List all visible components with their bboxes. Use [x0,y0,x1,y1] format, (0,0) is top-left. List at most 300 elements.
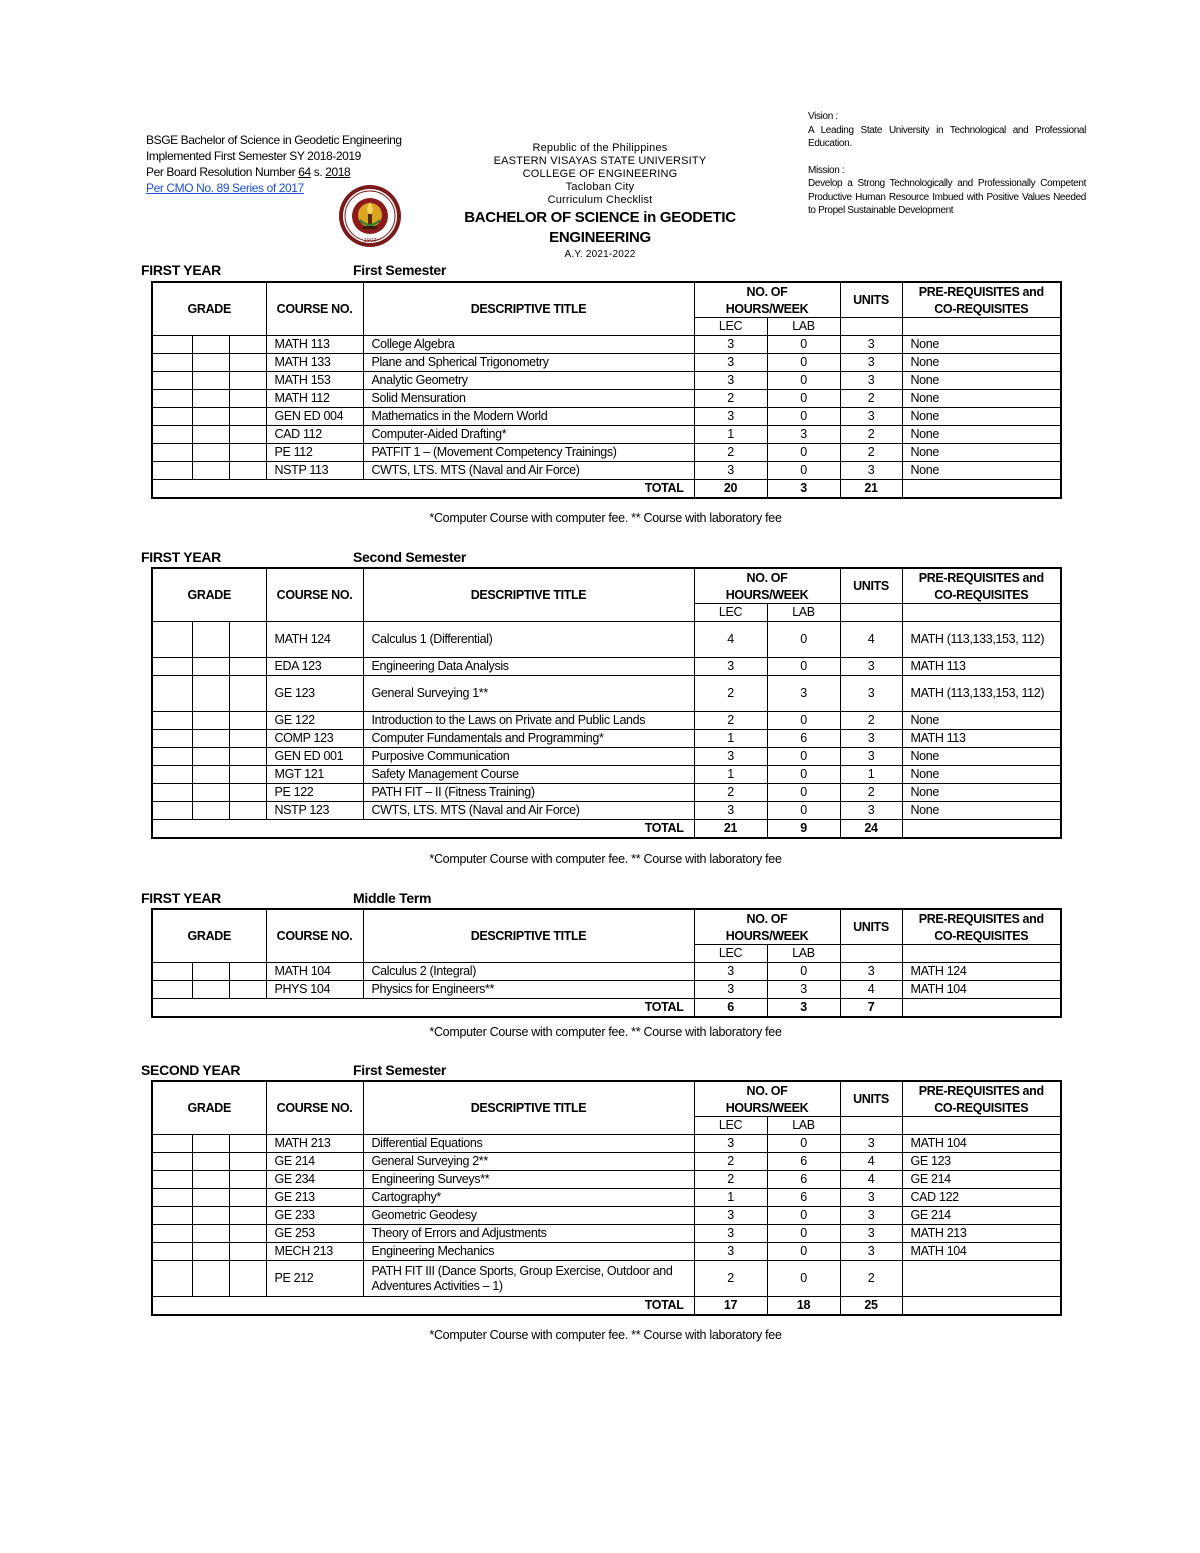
prereq-header-line1: PRE-REQUISITES and [918,1084,1044,1098]
course-row [152,336,1061,354]
section-title-4 [141,1062,447,1078]
course-row [152,1243,1061,1261]
units-value: 2 [840,784,902,802]
prereq-value: MATH 124 [902,963,1061,981]
total-lec: 17 [694,1297,767,1316]
course-row [152,1153,1061,1171]
grade-cell-3[interactable] [229,658,266,676]
prereq-value: MATH 113 [902,658,1061,676]
total-label: TOTAL [152,480,694,499]
grade-cell-1[interactable] [152,426,192,444]
lab-hours: 0 [767,1207,840,1225]
grade-cell-1[interactable] [152,981,192,999]
units-sub-header [840,318,902,336]
prereq-value: None [902,802,1061,820]
grade-cell-2[interactable] [192,963,229,981]
grade-cell-1[interactable] [152,712,192,730]
lab-hours: 0 [767,444,840,462]
grade-cell-3[interactable] [229,981,266,999]
course-no-header-text: COURSE NO. [276,588,353,602]
total-row [152,999,1061,1018]
units-value: 4 [840,1171,902,1189]
total-prereq-empty [902,480,1061,499]
grade-cell-1[interactable] [152,336,192,354]
grade-cell-3[interactable] [229,802,266,820]
board-resolution-line [146,164,402,180]
grade-cell-1[interactable] [152,1243,192,1261]
grade-cell-1[interactable] [152,730,192,748]
prereq-value: None [902,354,1061,372]
hours-header-line1: NO. OF [746,571,788,585]
lec-hours: 1 [694,426,767,444]
grade-cell-2[interactable] [192,784,229,802]
lab-hours: 6 [767,1189,840,1207]
total-row [152,1297,1061,1316]
course-title: Purposive Communication [363,748,694,766]
grade-cell-2[interactable] [192,390,229,408]
total-row [152,820,1061,839]
grade-cell-3[interactable] [229,963,266,981]
academic-year: A.Y. 2021-2022 [564,249,636,260]
board-mid: s. [310,165,326,179]
course-code: MATH 213 [266,1135,363,1153]
lab-hours: 0 [767,963,840,981]
grade-cell-1[interactable] [152,1171,192,1189]
units-value: 2 [840,444,902,462]
lec-hours: 3 [694,802,767,820]
total-units: 24 [840,820,902,839]
total-prereq-empty [902,820,1061,839]
units-value: 3 [840,1189,902,1207]
prereq-value: MATH 104 [902,1243,1061,1261]
course-no-header-text: COURSE NO. [276,1101,353,1115]
curriculum-table-2 [151,567,1062,839]
lec-header: LEC [694,945,767,963]
year-label: FIRST YEAR [141,549,221,565]
total-lec: 6 [694,999,767,1018]
course-row [152,730,1061,748]
lab-hours: 0 [767,712,840,730]
course-code: MATH 124 [266,622,363,658]
grade-cell-3[interactable] [229,444,266,462]
grade-cell-1[interactable] [152,658,192,676]
prereq-value: GE 214 [902,1207,1061,1225]
lec-hours: 3 [694,1207,767,1225]
grade-cell-1[interactable] [152,354,192,372]
course-row [152,1261,1061,1297]
course-row [152,1189,1061,1207]
grade-cell-3[interactable] [229,408,266,426]
prereq-header-line1: PRE-REQUISITES and [918,912,1044,926]
lec-hours: 3 [694,1225,767,1243]
mission-label: Mission : [808,164,845,176]
prereq-sub-header [902,318,1061,336]
course-title: Introduction to the Laws on Private and Public Lands [363,712,694,730]
course-code: GE 253 [266,1225,363,1243]
course-title: Theory of Errors and Adjustments [363,1225,694,1243]
grade-cell-2[interactable] [192,426,229,444]
prereq-value: None [902,766,1061,784]
grade-cell-1[interactable] [152,372,192,390]
units-value: 2 [840,1261,902,1297]
prereq-header-line2: CO-REQUISITES [934,302,1029,316]
grade-cell-2[interactable] [192,766,229,784]
grade-cell-2[interactable] [192,676,229,712]
course-row [152,712,1061,730]
grade-cell-1[interactable] [152,963,192,981]
lec-hours: 4 [694,622,767,658]
implemented-line: Implemented First Semester SY 2018-2019 [146,149,361,163]
course-title: Computer-Aided Drafting* [363,426,694,444]
vision-mission [808,110,1086,218]
course-code: GE 234 [266,1171,363,1189]
grade-cell-1[interactable] [152,1135,192,1153]
course-code: EDA 123 [266,658,363,676]
hours-header [694,568,840,604]
curriculum-table-1 [151,281,1062,499]
grade-cell-1[interactable] [152,748,192,766]
prereq-header-line2: CO-REQUISITES [934,929,1029,943]
grade-cell-2[interactable] [192,1135,229,1153]
course-title: Physics for Engineers** [363,981,694,999]
prereq-value: MATH 113 [902,730,1061,748]
prereq-value: None [902,390,1061,408]
units-header: UNITS [840,568,902,604]
grade-cell-3[interactable] [229,1153,266,1171]
grade-cell-2[interactable] [192,1153,229,1171]
lab-header: LAB [767,1117,840,1135]
lec-hours: 3 [694,748,767,766]
grade-cell-1[interactable] [152,462,192,480]
course-code: GE 233 [266,1207,363,1225]
course-row [152,354,1061,372]
board-number: 64 [298,165,311,179]
prereq-value: None [902,426,1061,444]
hours-header-line2: HOURS/WEEK [725,588,809,602]
lec-hours: 1 [694,730,767,748]
prereq-value: None [902,408,1061,426]
prereq-sub-header [902,1117,1061,1135]
prereq-value: CAD 122 [902,1189,1061,1207]
grade-cell-3[interactable] [229,1171,266,1189]
prereq-value: MATH (113,133,153, 112) [902,676,1061,712]
course-code: GEN ED 004 [266,408,363,426]
units-value: 4 [840,1153,902,1171]
grade-cell-1[interactable] [152,408,192,426]
course-title: Plane and Spherical Trigonometry [363,354,694,372]
grade-cell-1[interactable] [152,802,192,820]
course-code: MGT 121 [266,766,363,784]
prereq-header [902,282,1061,318]
curriculum-table-3 [151,908,1062,1018]
units-value: 3 [840,1207,902,1225]
lab-hours: 0 [767,1225,840,1243]
course-row [152,622,1061,658]
title-header: DESCRIPTIVE TITLE [363,1081,694,1135]
units-value: 3 [840,1135,902,1153]
course-code: GEN ED 001 [266,748,363,766]
lec-hours: 2 [694,1153,767,1171]
lab-hours: 0 [767,354,840,372]
total-label: TOTAL [152,1297,694,1316]
prereq-value [902,1261,1061,1297]
lec-hours: 2 [694,1261,767,1297]
course-rows [152,1135,1061,1316]
grade-cell-3[interactable] [229,372,266,390]
grade-cell-3[interactable] [229,1243,266,1261]
course-title: Calculus 2 (Integral) [363,963,694,981]
grade-cell-1[interactable] [152,622,192,658]
lec-hours: 3 [694,981,767,999]
grade-cell-2[interactable] [192,802,229,820]
units-value: 4 [840,622,902,658]
hours-header-line2: HOURS/WEEK [725,1101,809,1115]
grade-cell-3[interactable] [229,1207,266,1225]
institution-header [420,142,780,261]
fee-note: *Computer Course with computer fee. ** Course with laboratory fee [429,511,782,525]
lab-hours: 0 [767,802,840,820]
course-title: Cartography* [363,1189,694,1207]
grade-cell-1[interactable] [152,390,192,408]
lec-hours: 3 [694,1243,767,1261]
course-title: Geometric Geodesy [363,1207,694,1225]
course-title: Computer Fundamentals and Programming* [363,730,694,748]
lab-hours: 0 [767,390,840,408]
republic-line: Republic of the Philippines [532,142,668,154]
grade-cell-3[interactable] [229,1225,266,1243]
course-title: CWTS, LTS. MTS (Naval and Air Force) [363,462,694,480]
prereq-value: GE 214 [902,1171,1061,1189]
course-code: MATH 133 [266,354,363,372]
lec-hours: 2 [694,390,767,408]
grade-cell-3[interactable] [229,766,266,784]
lab-hours: 0 [767,622,840,658]
course-row [152,408,1061,426]
course-no-header [266,1081,363,1135]
course-no-header-text: COURSE NO. [276,302,353,316]
lab-hours: 0 [767,1135,840,1153]
term-label: First Semester [353,262,447,278]
grade-header: GRADE [152,282,266,336]
course-title: Mathematics in the Modern World [363,408,694,426]
course-row [152,784,1061,802]
total-units: 7 [840,999,902,1018]
course-row [152,766,1061,784]
lec-hours: 3 [694,408,767,426]
lab-hours: 0 [767,1243,840,1261]
lec-hours: 2 [694,676,767,712]
hours-header-line1: NO. OF [746,912,788,926]
course-code: NSTP 113 [266,462,363,480]
term-label: Middle Term [353,890,432,906]
units-header: UNITS [840,282,902,318]
course-title: Engineering Surveys** [363,1171,694,1189]
course-code: GE 214 [266,1153,363,1171]
term-label: Second Semester [353,549,466,565]
grade-cell-2[interactable] [192,1225,229,1243]
course-row [152,1135,1061,1153]
grade-cell-2[interactable] [192,1171,229,1189]
college-name: COLLEGE OF ENGINEERING [522,168,678,180]
prereq-header-line1: PRE-REQUISITES and [918,571,1044,585]
grade-cell-3[interactable] [229,748,266,766]
course-title: Engineering Mechanics [363,1243,694,1261]
lab-hours: 6 [767,1171,840,1189]
lab-hours: 0 [767,766,840,784]
year-label: FIRST YEAR [141,262,221,278]
grade-cell-1[interactable] [152,444,192,462]
lec-hours: 3 [694,354,767,372]
title-header: DESCRIPTIVE TITLE [363,568,694,622]
lec-hours: 2 [694,444,767,462]
grade-cell-3[interactable] [229,354,266,372]
grade-cell-2[interactable] [192,462,229,480]
grade-cell-3[interactable] [229,1261,266,1297]
course-title: Analytic Geometry [363,372,694,390]
lab-hours: 0 [767,1261,840,1297]
units-value: 3 [840,1243,902,1261]
units-sub-header [840,604,902,622]
lec-hours: 2 [694,712,767,730]
total-lab: 3 [767,999,840,1018]
grade-cell-2[interactable] [192,336,229,354]
units-value: 3 [840,730,902,748]
units-value: 3 [840,748,902,766]
grade-cell-3[interactable] [229,622,266,658]
course-rows [152,622,1061,839]
grade-header: GRADE [152,1081,266,1135]
lec-hours: 1 [694,1189,767,1207]
grade-cell-3[interactable] [229,336,266,354]
total-label: TOTAL [152,999,694,1018]
course-title: General Surveying 2** [363,1153,694,1171]
grade-cell-3[interactable] [229,426,266,444]
lec-hours: 3 [694,372,767,390]
units-sub-header [840,1117,902,1135]
units-value: 3 [840,408,902,426]
grade-cell-2[interactable] [192,1243,229,1261]
grade-cell-3[interactable] [229,676,266,712]
lab-hours: 6 [767,730,840,748]
cmo-link[interactable]: Per CMO No. 89 Series of 2017 [146,181,304,195]
mission-text: Develop a Strong Technologically and Professionally Competent Productive Human Resource Imbued with Positive Values Needed to Propel Sustainable Development [808,178,1086,216]
grade-cell-2[interactable] [192,408,229,426]
prereq-value: MATH 213 [902,1225,1061,1243]
course-code: CAD 112 [266,426,363,444]
hours-header-line2: HOURS/WEEK [725,302,809,316]
checklist-line: Curriculum Checklist [547,194,653,206]
grade-cell-1[interactable] [152,1189,192,1207]
lab-header: LAB [767,604,840,622]
units-value: 3 [840,336,902,354]
prereq-header [902,909,1061,945]
total-lec: 20 [694,480,767,499]
grade-cell-2[interactable] [192,354,229,372]
total-units: 21 [840,480,902,499]
grade-cell-2[interactable] [192,730,229,748]
grade-cell-3[interactable] [229,462,266,480]
grade-cell-3[interactable] [229,390,266,408]
grade-cell-2[interactable] [192,622,229,658]
course-no-header [266,909,363,963]
course-no-header [266,282,363,336]
units-value: 1 [840,766,902,784]
units-value: 2 [840,390,902,408]
grade-cell-1[interactable] [152,1207,192,1225]
grade-cell-1[interactable] [152,1261,192,1297]
total-lab: 3 [767,480,840,499]
grade-cell-2[interactable] [192,981,229,999]
grade-cell-2[interactable] [192,712,229,730]
lec-hours: 3 [694,336,767,354]
lec-hours: 2 [694,1171,767,1189]
units-value: 3 [840,963,902,981]
grade-cell-2[interactable] [192,1261,229,1297]
prereq-value: None [902,784,1061,802]
course-rows [152,963,1061,1018]
course-code: MECH 213 [266,1243,363,1261]
course-row [152,748,1061,766]
grade-cell-2[interactable] [192,1189,229,1207]
lab-header: LAB [767,318,840,336]
units-value: 3 [840,676,902,712]
units-value: 2 [840,712,902,730]
section-title-1 [141,262,447,278]
prereq-value: GE 123 [902,1153,1061,1171]
lab-hours: 0 [767,784,840,802]
prereq-value: None [902,444,1061,462]
hours-header [694,282,840,318]
university-name: EASTERN VISAYAS STATE UNIVERSITY [493,155,707,167]
year-label: FIRST YEAR [141,890,221,906]
course-row [152,390,1061,408]
grade-cell-2[interactable] [192,658,229,676]
total-lab: 18 [767,1297,840,1316]
prereq-value: None [902,712,1061,730]
title-header: DESCRIPTIVE TITLE [363,282,694,336]
course-code: PE 112 [266,444,363,462]
prereq-value: MATH 104 [902,1135,1061,1153]
course-row [152,1207,1061,1225]
grade-cell-1[interactable] [152,676,192,712]
grade-cell-2[interactable] [192,748,229,766]
prereq-value: None [902,372,1061,390]
course-title: Calculus 1 (Differential) [363,622,694,658]
course-row [152,981,1061,999]
grade-cell-1[interactable] [152,766,192,784]
units-value: 4 [840,981,902,999]
grade-cell-2[interactable] [192,372,229,390]
grade-cell-3[interactable] [229,712,266,730]
vision-text: A Leading State University in Technological and Professional Education. [808,124,1086,149]
prereq-header-line2: CO-REQUISITES [934,1101,1029,1115]
lab-hours: 3 [767,676,840,712]
grade-cell-2[interactable] [192,1207,229,1225]
lab-hours: 0 [767,336,840,354]
grade-cell-3[interactable] [229,1189,266,1207]
grade-cell-1[interactable] [152,1225,192,1243]
grade-cell-3[interactable] [229,730,266,748]
grade-header: GRADE [152,568,266,622]
grade-cell-1[interactable] [152,784,192,802]
hours-header [694,1081,840,1117]
grade-cell-3[interactable] [229,784,266,802]
board-prefix: Per Board Resolution Number [146,165,299,179]
grade-cell-3[interactable] [229,1135,266,1153]
grade-cell-1[interactable] [152,1153,192,1171]
grade-cell-2[interactable] [192,444,229,462]
lec-hours: 3 [694,462,767,480]
